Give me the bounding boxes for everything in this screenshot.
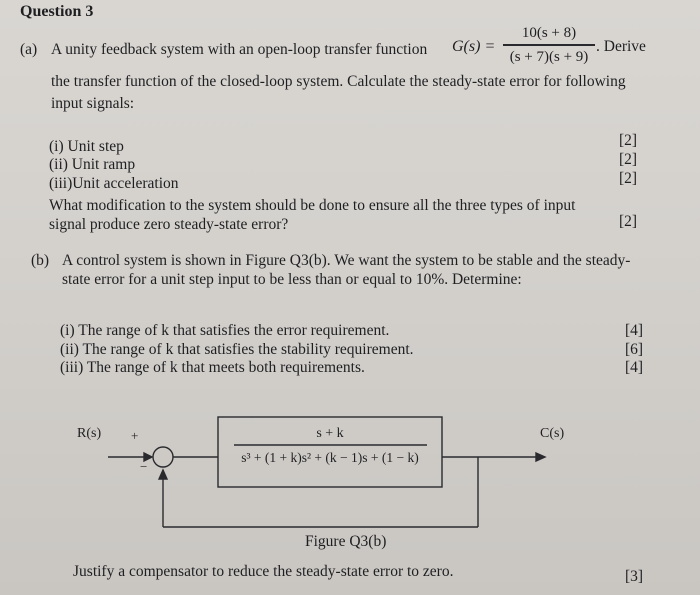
part-a-question-marks: [2] (619, 213, 638, 230)
part-a-item-2-marks: [2] (619, 151, 638, 168)
part-a-label: (a) (20, 41, 38, 58)
part-b-line2: state error for a unit step input to be less than or equal to 10%. Determine: (62, 271, 522, 288)
block-denominator: s³ + (1 + k)s² + (k − 1)s + (1 − k) (241, 450, 419, 465)
output-label: C(s) (540, 426, 565, 441)
part-b-item-3: (iii) The range of k that meets both requirements. (60, 359, 365, 376)
part-a-line3: input signals: (51, 95, 135, 112)
tf-denominator: (s + 7)(s + 9) (509, 49, 589, 65)
summing-junction (153, 447, 173, 467)
tf-numerator: 10(s + 8) (521, 25, 577, 41)
justify-text: Justify a compensator to reduce the steady-state error to zero. (73, 563, 454, 580)
part-a-item-3: (iii)Unit acceleration (49, 175, 179, 192)
part-a-item-1-marks: [2] (619, 132, 638, 149)
justify-marks: [3] (625, 568, 644, 585)
part-a-item-3-marks: [2] (619, 170, 638, 187)
part-b-item-2: (ii) The range of k that satisfies the stability requirement. (60, 341, 414, 358)
part-b-item-1: (i) The range of k that satisfies the error requirement. (60, 322, 390, 339)
g-of-s: G(s) = (452, 38, 496, 55)
question-heading: Question 3 (20, 3, 94, 20)
part-a-item-1: (i) Unit step (49, 138, 124, 155)
part-b-item-2-marks: [6] (625, 341, 644, 358)
part-a-line2: the transfer function of the closed-loop system. Calculate the steady-state error for following (51, 73, 626, 90)
part-b-label: (b) (31, 252, 50, 269)
part-a-item-2: (ii) Unit ramp (49, 156, 136, 173)
part-a-question-line1: What modification to the system should be done to ensure all the three types of input (49, 197, 576, 214)
block-numerator: s + k (316, 426, 344, 441)
part-a-intro: A unity feedback system with an open-loop transfer function (51, 41, 428, 58)
figure-caption: Figure Q3(b) (305, 533, 387, 550)
part-b-item-3-marks: [4] (625, 359, 644, 376)
plus-sign: + (131, 428, 139, 443)
part-a-derive: . Derive (596, 38, 646, 55)
part-b-item-1-marks: [4] (625, 322, 644, 339)
input-label: R(s) (77, 426, 102, 441)
part-a-question-line2: signal produce zero steady-state error? (49, 216, 289, 233)
part-b-line1: A control system is shown in Figure Q3(b). We want the system to be stable and the steady- (62, 252, 631, 269)
output-arrow (536, 453, 545, 461)
feedback-arrow (159, 470, 167, 479)
minus-sign: − (140, 459, 148, 474)
